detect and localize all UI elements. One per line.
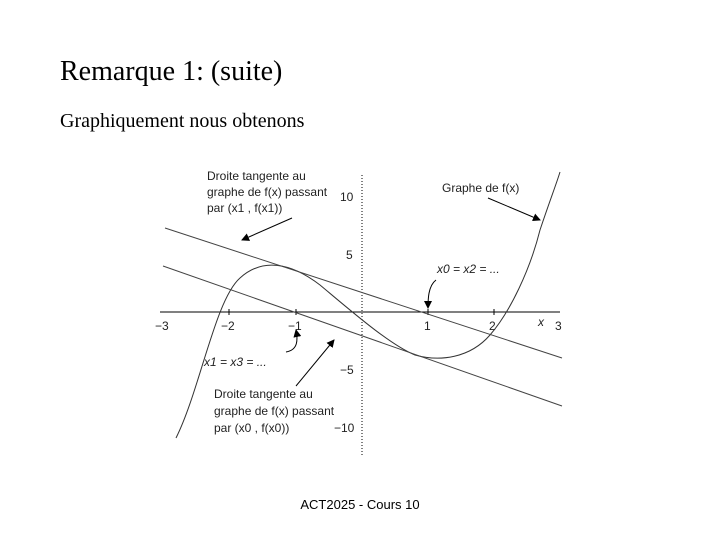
annotation-tangent-x1-line1: Droite tangente au <box>207 169 306 183</box>
x-axis-label: x <box>538 315 544 329</box>
x-tick-label: 2 <box>489 319 496 333</box>
annotation-tangent-x0-line1: Droite tangente au <box>214 387 313 401</box>
annotation-tangent-x1-line3: par (x1 , f(x1)) <box>207 201 283 215</box>
arrow-graph-label <box>488 198 540 220</box>
arrow-tangent-x0 <box>296 340 334 386</box>
y-tick-label: 5 <box>346 248 353 262</box>
slide-subtitle: Graphiquement nous obtenons <box>60 110 305 132</box>
x-tick-label: 1 <box>424 319 431 333</box>
annotation-x1-eq-x3: x1 = x3 = ... <box>204 355 267 369</box>
slide-title: Remarque 1: (suite) <box>60 56 283 87</box>
x-tick-label: −3 <box>155 319 169 333</box>
annotation-tangent-x0-line3: par (x0 , f(x0)) <box>214 421 290 435</box>
slide-footer: ACT2025 - Cours 10 <box>300 497 420 512</box>
annotation-graph-label: Graphe de f(x) <box>442 181 520 195</box>
y-tick-label: −10 <box>334 421 355 435</box>
x-tick-label: 3 <box>555 319 562 333</box>
y-tick-label: −5 <box>340 363 354 377</box>
annotation-tangent-x0-line2: graphe de f(x) passant <box>214 404 335 418</box>
annotation-tangent-x1-line2: graphe de f(x) passant <box>207 185 328 199</box>
arrow-x1-eq-x3 <box>286 330 297 352</box>
x-tick-label: −2 <box>221 319 235 333</box>
arrow-x0-eq-x2 <box>428 280 436 308</box>
annotation-x0-eq-x2: x0 = x2 = ... <box>437 262 500 276</box>
tangent-line-x1 <box>165 228 562 358</box>
arrow-tangent-x1 <box>242 218 292 240</box>
y-tick-label: 10 <box>340 190 354 204</box>
x-tick-label: −1 <box>288 319 302 333</box>
